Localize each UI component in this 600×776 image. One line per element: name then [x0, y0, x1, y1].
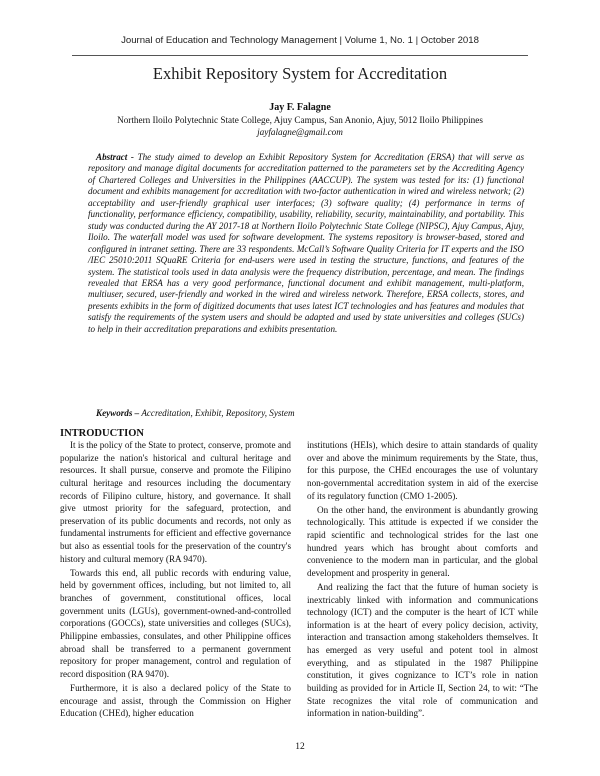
paper-title: Exhibit Repository System for Accreditation — [152, 64, 448, 83]
page-number: 12 — [295, 742, 305, 752]
body-paragraph: Furthermore, it is also a declared policy of the State to encourage and assist, through the Commission on Higher Education (CHEd), higher education — [60, 682, 291, 719]
body-column-left — [60, 439, 291, 721]
keywords-label: Keywords – — [96, 408, 140, 418]
keywords — [96, 408, 516, 418]
body-paragraph: On the other hand, the environment is abundantly growing technologically. This attitude is expected if we consider the rapid scientific and technological strides for the last one hundred years which has brought about comforts and convenience to the modern man in particular, and the global development and prosperity in general. — [307, 504, 538, 578]
body-paragraph: institutions (HEIs), which desire to attain standards of quality over and above the minimum requirements by the State, thus, for this purpose, the CHEd encourages the use of voluntary non-governmental accreditation system in aid of the exercise of its regulatory function (CMO 1-2005). — [307, 440, 538, 501]
body-paragraph: It is the policy of the State to protect, conserve, promote and popularize the nation's historical and cultural heritage and resources. It shall pursue, conserve and promote the Filipino cultural heritage and resources including the documentary records of Filipino culture, history, and governance. It shall give utmost priority for the safeguard, protection, and preservation of its public documents and records, not only as fundamental instruments for efficient and effective governance but also as essential tools for the preservation of the country's history and cultural memory (RA 9470). — [60, 440, 291, 564]
section-heading-introduction: INTRODUCTION — [60, 428, 145, 439]
author-name: Jay F. Falagne — [269, 102, 331, 113]
abstract-text: The study aimed to develop an Exhibit Repository System for Accreditation (ERSA) that will serve as repository and manage digital documents for accreditation patterned to the parameters set by the Accrediting Agency of Chartered Colleges and Universities in the Philippines (AACCUP). The system was tested for its: (1) functional document and exhibits management for accreditation with two-factor authentication in wired and wireless network; (2) acceptability and user-friendly graphical user interfaces; (3) software quality; (4) performance in terms of functionality, performance efficiency, compatibility, usability, reliability, security, maintainability, and portability. This study was conducted during the AY 2017-18 at Northern Iloilo Polytechnic State College (NIPSC), Ajuy Campus, Ajuy, Iloilo. The waterfall model was used for software development. The systems repository is browser-based, stored and configured in intranet setting. There are 33 respondents. McCall’s Software Quality Criteria for IT experts and the ISO /IEC 25010:2011 SQuaRE Criteria for end-users were used in testing the structure, functions, and features of the system. The statistical tools used in data analysis were the frequency distribution, percentage, and mean. The findings revealed that ERSA has a very good performance, functional document and exhibit management, multi-platform, multiuser, secured, user-friendly and worked in the wired and wireless network. Therefore, ERSA collects, stores, and presents exhibits in the form of digitized documents that uses latest ICT technologies and has features and modules that satisfy the requirements of the system users and should be adapted and used by state universities and colleges (SUCs) to help in their accreditation preparations and exhibits presentation. — [88, 152, 524, 334]
keywords-text: Accreditation, Exhibit, Repository, System — [141, 408, 295, 418]
author-affiliation: Northern Iloilo Polytechnic State College, Ajuy Campus, San Anonio, Ajuy, 5012 Iloilo Philippines — [117, 115, 483, 125]
header-divider — [72, 55, 528, 56]
abstract — [88, 152, 524, 335]
author-email: jayfalagne@gmail.com — [257, 127, 343, 137]
journal-header: Journal of Education and Technology Management | Volume 1, No. 1 | October 2018 — [121, 35, 479, 46]
body-paragraph: Towards this end, all public records with enduring value, held by government offices, including, but not limited to, all branches of government, constitutional offices, local government units (LGUs), government-owned-and-controlled corporations (GOCCs), state universities and colleges (SUCs), Philippine embassies, consulates, and other Philippine offices abroad shall be transferred to a permanent government repository for proper management, control and regulation of record disposition (RA 9470). — [60, 567, 291, 679]
body-column-right — [307, 439, 538, 721]
abstract-label: Abstract - — [96, 152, 134, 162]
body-paragraph: And realizing the fact that the future of human society is inextricably linked with information and communications technology (ICT) and the computer is the heart of ICT while information is at the heart of every policy decision, activity, interaction and transaction among stakeholders themselves. It has emerged as very useful and potent tool in almost everything, and as stipulated in the 1987 Philippine constitution, it gives cognizance to ICT’s role in nation building as provided for in Article II, Section 24, to wit: “The State recognizes the vital role of communication and information in nation-building”. — [307, 581, 538, 719]
